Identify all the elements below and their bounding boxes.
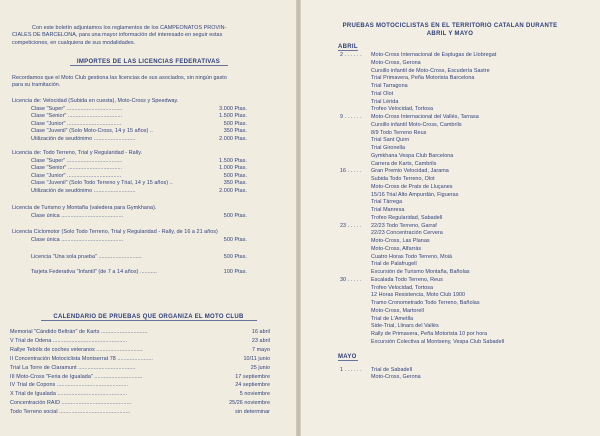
heading-underline: [70, 65, 228, 66]
license-price: 1.000 Ptas.: [219, 165, 247, 172]
schedule-event: Moto-Cross, Gerona: [371, 374, 421, 381]
schedule-event: 12 Horas Resistencia, Moto Club 1900: [371, 292, 466, 299]
schedule-event: Trofeo Regularidad, Sabadell: [371, 214, 443, 221]
licencias-intro-line: Recordamos que el Moto Club gestiona las licencias de sus asociados, sin ningún gasto: [12, 75, 227, 81]
calendar-event: V Trial de Odena ................................................: [10, 337, 128, 344]
license-title: Licencia de: Todo Terreno, Trial y Regularidad - Rally.: [12, 150, 143, 156]
schedule-event: 15/16 Trial Alto Ampurdán, Figueras: [371, 191, 459, 198]
schedule-event: Moto-Cross de Prats de Lluçanes: [371, 183, 453, 190]
license-class: Clase única ........................................: [31, 212, 124, 219]
schedule-event: 22/23 Concentración Cervera: [371, 230, 443, 237]
schedule-event: Moto-Cross, Las Planas: [371, 238, 430, 244]
schedule-event: Trial de L'Ametlla: [371, 315, 414, 322]
schedule-event: Side-Trial, Llinars del Vallès: [371, 323, 439, 330]
license-price: 1.500 Ptas.: [219, 113, 247, 120]
schedule-event: Trial Lérida: [371, 98, 399, 105]
month-underline: [338, 360, 358, 361]
schedule-event: Trial Tarragona: [371, 83, 408, 89]
schedule-event: Carrera de Karts, Cambrils: [371, 160, 437, 167]
calendar-date: 7 mayo: [252, 346, 270, 353]
license-title: Licencia Ciclomotor (Solo Todo Terreno, Trial y Regularidad - Rally, de 16 a 21 años): [12, 229, 218, 235]
license-price: 1.500 Ptas.: [219, 157, 247, 164]
schedule-event: Trial de Sabadell: [371, 366, 413, 373]
license-class: Clase "Juvenil" (Solo Todo Terreno y Trial, 14 y 15 años) ..: [31, 180, 173, 187]
license-title: Licencia de: Velocidad (Subida en cuesta), Moto-Cross y Speedway.: [12, 98, 179, 104]
schedule-event: Trofeo Velocidad, Tortosa: [371, 284, 434, 291]
schedule-event: Moto-Cross, Martorell: [371, 307, 424, 314]
license-price: 350 Ptas.: [223, 128, 247, 135]
schedule-event: 22/23 Todo Terreno, Garraf: [371, 222, 437, 229]
schedule-event: Trial Sant Quirn: [371, 137, 410, 144]
calendar-date: 5 noviembre: [239, 391, 270, 398]
calendar-date: 24 septiembre: [235, 382, 270, 389]
license-class: Clase "Super" ....................................: [31, 157, 123, 164]
license-price: 2.000 Ptas.: [219, 136, 247, 142]
schedule-event: Trial Tàrrega: [371, 199, 403, 206]
license-prueba: Licencia "Una sola prueba" ............................: [31, 254, 142, 260]
license-title: Licencia de Turismo y Montaña (valedera para Gymkhana).: [12, 205, 157, 211]
schedule-event: Rally de Primavera, Peña Motorista 10 por hora: [371, 331, 488, 337]
calendar-date: 25/26 noviembre: [229, 400, 270, 407]
license-price: 500 Ptas.: [223, 172, 247, 179]
license-class: Clase "Senior" ...................................: [31, 165, 123, 172]
calendar-date: 17 septiembre: [235, 373, 270, 380]
schedule-event: Trial Primavera, Peña Motorista Barcelona: [371, 75, 475, 82]
schedule-event: Moto-Cross Internacional del Vallés, Tarrasa: [371, 114, 479, 120]
schedule-event: Trial Olot: [371, 90, 394, 97]
calendar-event: Rallye Tebóls de coches veteranos ..............................: [10, 346, 143, 353]
license-class: Clase "Junior" ...................................: [31, 172, 122, 179]
intro-line: Con este boletín adjuntamos los reglamentos de los CAMPEONATOS PROVIN-: [32, 25, 227, 31]
licencias-intro-line: para su tramitación.: [12, 82, 61, 88]
schedule-day: 2 . . . . . .: [340, 52, 362, 58]
left-page: [0, 0, 297, 436]
schedule-event: Moto-Cross Internacional de Esplugas de Llobregat: [371, 52, 497, 58]
license-class: Clase única ........................................: [31, 236, 124, 243]
intro-line: competiciones, en cualquiera de sus modalidades.: [12, 39, 136, 46]
license-price: 500 Ptas.: [223, 120, 247, 127]
license-class: Clase "Senior" ...................................: [31, 113, 123, 120]
right-page: [300, 0, 600, 436]
calendar-event: Memorial "Cándido Beltrán" de Karts ..............................: [10, 329, 148, 335]
month-abril: ABRIL: [338, 44, 358, 50]
license-price: 500 Ptas.: [223, 236, 247, 243]
license-class: Clase "Super" ....................................: [31, 105, 123, 112]
calendar-event: IV Trial de Copons ..............................................: [10, 382, 128, 389]
license-class: Utilización de seudónimo ...........................: [31, 136, 136, 142]
schedule-event: 8/9 Todo Terreno Reus: [371, 129, 427, 136]
schedule-event: Cursillo infantil Moto-Cross, Cambrils: [371, 121, 462, 128]
calendar-event: Trial La Torre de Claramunt .....................................: [10, 364, 136, 371]
heading-underline: [41, 320, 257, 321]
calendar-date: 10/11 junio: [243, 355, 270, 362]
calendar-event: III Moto-Cross "Feria de Igualada" ...............................: [10, 373, 143, 380]
calendar-event: X Trial de Igualada .............................................: [10, 391, 128, 398]
schedule-event: Trial Gironella: [371, 145, 406, 151]
schedule-event: Excursión de Turismo Montaña, Bañolas: [371, 269, 470, 275]
schedule-title: PRUEBAS MOTOCICLISTAS EN EL TERRITORIO CATALAN DURANTE: [342, 23, 558, 29]
license-price: 500 Ptas.: [223, 254, 247, 260]
license-price: 2.000 Ptas.: [219, 188, 247, 194]
schedule-day: 16 . . . . .: [340, 168, 362, 175]
license-class: Clase "Junior" ...................................: [31, 120, 122, 127]
schedule-event: Cursillo infantil de Moto-Cross, Escudería Sastre: [371, 67, 490, 74]
license-class: Clase "Juvenil" (Solo Moto-Cross, 14 y 15 años) ..: [31, 128, 153, 135]
calendar-event: II Concentración Motociclista Montserrat 78 .......................: [10, 355, 153, 362]
schedule-day: 30 . . . . .: [340, 276, 362, 283]
calendar-event: Todo Terreno social ..............................................: [10, 409, 131, 416]
schedule-event: Subida Todo Terreno, Olot: [371, 176, 435, 182]
license-price: 500 Ptas.: [223, 212, 247, 219]
schedule-day: 9 . . . . . .: [340, 114, 362, 120]
schedule-event: Moto-Cross, Alfarràs: [371, 245, 422, 252]
calendar-event: Concentración RAID .............................................: [10, 400, 132, 407]
schedule-event: Excursión Colectiva al Montseny, Vespa Club Sabadell: [371, 338, 505, 345]
license-price: 3.000 Ptas.: [219, 105, 247, 112]
schedule-event: Escalada Todo Terreno, Reus: [371, 276, 443, 283]
calendar-date: 23 abril: [251, 337, 270, 344]
schedule-event: Trial Manresa: [371, 207, 405, 213]
calendario-heading: CALENDARIO DE PRUEBAS QUE ORGANIZA EL MOTO CLUB: [53, 314, 244, 320]
schedule-day: 1 . . . . . .: [340, 366, 362, 373]
schedule-day: 23 . . . . .: [340, 222, 362, 229]
schedule-event: Tramo Cronometrado Todo Terreno, Bañolas: [371, 300, 480, 306]
calendar-date: 25 junio: [250, 364, 270, 371]
intro-line: CIALES DE BARCELONA, para una mayor información del interesado en seguir estas: [12, 32, 223, 39]
month-underline: [338, 50, 358, 51]
page-fold: [296, 0, 301, 436]
schedule-event: Cuatro Horas Todo Terreno, Moià: [371, 253, 453, 260]
schedule-event: Trofeo Velocidad, Tortosa: [371, 106, 434, 113]
calendar-date: sin determinar: [235, 409, 270, 416]
license-price: 100 Ptas.: [223, 269, 247, 275]
schedule-event: Gran Premio Velocidad, Jarama: [371, 168, 449, 175]
licencias-heading: IMPORTES DE LAS LICENCIAS FEDERATIVAS: [76, 59, 221, 65]
schedule-event: Trial de Palafrugell: [371, 261, 417, 268]
month-mayo: MAYO: [338, 353, 357, 360]
calendar-date: 16 abril: [251, 329, 270, 335]
license-price: 350 Ptas.: [223, 180, 247, 187]
license-class: Utilización de seudónimo ...........................: [31, 188, 136, 194]
license-infantil: Tarjeta Federativa "Infantil" (de 7 a 14 años) ...........: [31, 269, 157, 275]
schedule-event: Gymkhana Vespa Club Barcelona: [371, 152, 454, 159]
schedule-title: ABRIL Y MAYO: [426, 31, 474, 37]
schedule-event: Moto-Cross, Gerona: [371, 59, 421, 66]
